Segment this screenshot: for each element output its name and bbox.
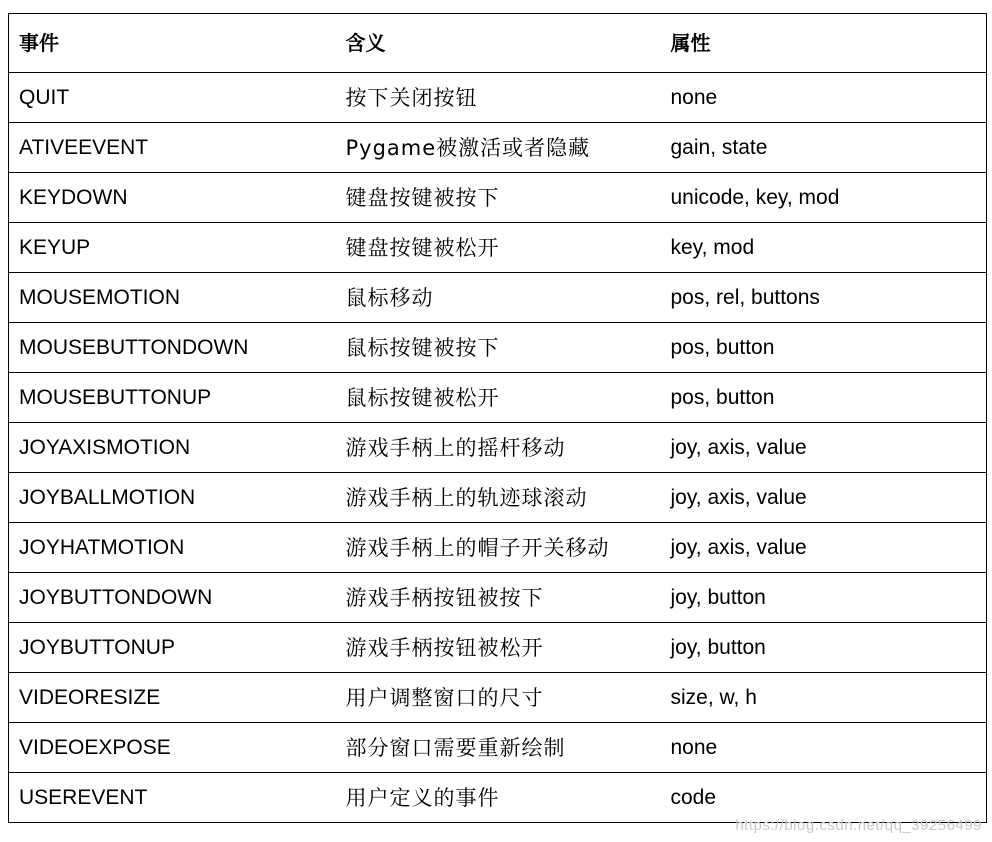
event-attributes-cell: joy, axis, value [661,473,987,523]
event-attributes-cell: gain, state [661,123,987,173]
event-meaning-cell: 部分窗口需要重新绘制 [336,723,661,773]
event-meaning-cell: 游戏手柄上的帽子开关移动 [336,523,661,573]
event-attributes-cell: joy, axis, value [661,423,987,473]
event-name-cell: QUIT [9,73,336,123]
event-attributes-cell: key, mod [661,223,987,273]
watermark-text: https://blog.csdn.net/qq_39256499 [735,817,982,834]
event-table [8,13,987,823]
header-event: 事件 [9,14,336,73]
event-name-cell: JOYBUTTONUP [9,623,336,673]
table-row [9,373,987,423]
event-name-cell: JOYAXISMOTION [9,423,336,473]
event-attributes-cell: joy, axis, value [661,523,987,573]
event-meaning-cell: 鼠标按键被按下 [336,323,661,373]
event-attributes-cell: joy, button [661,623,987,673]
table-row [9,323,987,373]
event-attributes-cell: pos, button [661,373,987,423]
event-name-cell: VIDEORESIZE [9,673,336,723]
event-attributes-cell: code [661,773,987,823]
table-row [9,173,987,223]
table-row [9,573,987,623]
event-meaning-cell: 游戏手柄按钮被按下 [336,573,661,623]
table-row [9,223,987,273]
event-meaning-cell: 用户定义的事件 [336,773,661,823]
event-table-container [8,13,986,823]
event-name-cell: USEREVENT [9,773,336,823]
event-name-cell: VIDEOEXPOSE [9,723,336,773]
header-meaning: 含义 [336,14,661,73]
event-attributes-cell: none [661,723,987,773]
event-name-cell: JOYHATMOTION [9,523,336,573]
event-attributes-cell: pos, rel, buttons [661,273,987,323]
event-name-cell: KEYUP [9,223,336,273]
event-name-cell: JOYBUTTONDOWN [9,573,336,623]
event-meaning-cell: 用户调整窗口的尺寸 [336,673,661,723]
table-row [9,773,987,823]
event-name-cell: MOUSEBUTTONUP [9,373,336,423]
event-name-cell: JOYBALLMOTION [9,473,336,523]
event-meaning-cell: 游戏手柄上的轨迹球滚动 [336,473,661,523]
event-meaning-cell: 游戏手柄上的摇杆移动 [336,423,661,473]
event-name-cell: MOUSEBUTTONDOWN [9,323,336,373]
event-meaning-cell: 鼠标按键被松开 [336,373,661,423]
event-attributes-cell: joy, button [661,573,987,623]
event-attributes-cell: size, w, h [661,673,987,723]
header-attributes: 属性 [661,14,987,73]
table-row [9,473,987,523]
event-name-cell: MOUSEMOTION [9,273,336,323]
table-row [9,73,987,123]
event-meaning-cell: 游戏手柄按钮被松开 [336,623,661,673]
table-row [9,523,987,573]
table-header-row [9,14,987,73]
event-name-cell: ATIVEEVENT [9,123,336,173]
event-name-cell: KEYDOWN [9,173,336,223]
table-row [9,623,987,673]
event-attributes-cell: unicode, key, mod [661,173,987,223]
event-attributes-cell: none [661,73,987,123]
table-row [9,423,987,473]
event-meaning-cell: 按下关闭按钮 [336,73,661,123]
table-row [9,723,987,773]
event-attributes-cell: pos, button [661,323,987,373]
event-meaning-cell: 鼠标移动 [336,273,661,323]
table-row [9,673,987,723]
event-meaning-cell: Pygame被激活或者隐藏 [336,123,661,173]
table-row [9,273,987,323]
table-row [9,123,987,173]
event-meaning-cell: 键盘按键被松开 [336,223,661,273]
event-meaning-cell: 键盘按键被按下 [336,173,661,223]
